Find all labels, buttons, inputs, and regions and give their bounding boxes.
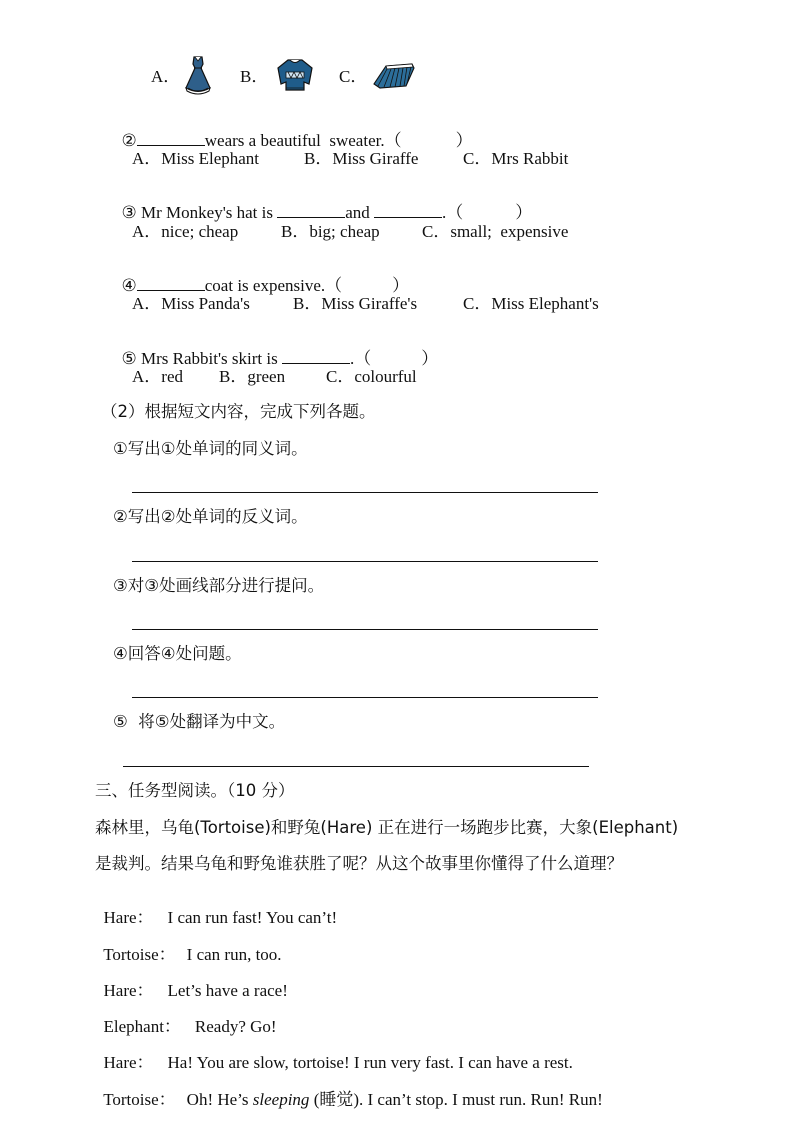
dialogue-text: Let’s have a race!	[167, 981, 288, 1000]
answer-line[interactable]	[132, 629, 598, 630]
option: A．Miss Elephant	[132, 149, 260, 168]
answer-line[interactable]	[132, 492, 598, 493]
option: C．Mrs Rabbit	[463, 149, 569, 168]
dialogue-line	[95, 929, 282, 963]
question-number: ③	[121, 203, 137, 222]
sweater-icon	[276, 58, 314, 92]
section3-intro: 森林里，乌龟(Tortoise)和野兔(Hare) 正在进行一场跑步比赛，大象(Elephant)	[95, 818, 679, 837]
answer-blank[interactable]	[137, 131, 205, 146]
part2-heading: （2）根据短文内容，完成下列各题。	[101, 402, 376, 421]
part2-item-4: ④回答④处问题。	[113, 644, 242, 663]
option-b-letter: B．	[240, 67, 269, 86]
part2-item-2: ②写出②处单词的反义词。	[113, 507, 308, 526]
dialogue-line	[95, 965, 288, 999]
option: A．nice; cheap	[132, 222, 239, 241]
dialogue-text: Oh! He’s	[186, 1090, 253, 1109]
section3-heading: 三、任务型阅读。（10 分）	[95, 781, 295, 800]
section3-intro: 是裁判。结果乌龟和野兔谁获胜了呢？从这个故事里你懂得了什么道理？	[95, 854, 623, 873]
dialogue-line	[95, 892, 337, 926]
answer-line[interactable]	[132, 561, 598, 562]
part2-item-5: ⑤ 将⑤处翻译为中文。	[113, 712, 286, 731]
answer-blank[interactable]	[137, 276, 205, 291]
option: C．small; expensive	[422, 222, 569, 241]
question-5	[113, 332, 438, 367]
question-text: and	[345, 203, 375, 222]
question-number: ②	[121, 131, 137, 150]
option: C．colourful	[326, 367, 417, 386]
dress-icon	[183, 55, 213, 95]
option: A．red	[132, 367, 183, 386]
question-text: wears a beautiful sweater.（	[204, 131, 402, 150]
dialogue-line	[95, 1074, 603, 1108]
close-paren: ）	[515, 203, 533, 222]
close-paren: ）	[392, 276, 410, 295]
answer-blank[interactable]	[277, 203, 345, 218]
question-text: .（	[442, 203, 464, 222]
speaker: Hare：	[103, 1053, 154, 1072]
skirt-icon	[372, 62, 416, 90]
part2-item-3: ③对③处画线部分进行提问。	[113, 576, 325, 595]
question-2	[113, 114, 473, 149]
answer-line[interactable]	[132, 697, 598, 698]
dialogue-text: I can run, too.	[186, 945, 282, 964]
question-number: ④	[121, 276, 137, 295]
dialogue-line	[95, 1001, 277, 1035]
question-number: ⑤	[121, 349, 137, 368]
answer-line[interactable]	[123, 766, 589, 767]
option: B．Miss Giraffe's	[293, 294, 418, 313]
speaker: Hare：	[103, 908, 154, 927]
dialogue-text: Ready? Go!	[194, 1017, 277, 1036]
option: B．big; cheap	[281, 222, 380, 241]
speaker: Tortoise：	[103, 945, 176, 964]
option: B．Miss Giraffe	[304, 149, 419, 168]
option-c-letter: C．	[339, 67, 368, 86]
speaker: Tortoise：	[103, 1090, 176, 1109]
speaker: Hare：	[103, 981, 154, 1000]
option-a-letter: A．	[151, 67, 181, 86]
part2-item-1: ①写出①处单词的同义词。	[113, 439, 308, 458]
dialogue-text: Ha! You are slow, tortoise! I run very fast. I can have a rest.	[167, 1053, 573, 1072]
question-text: .（	[349, 349, 372, 368]
answer-blank[interactable]	[282, 349, 350, 364]
close-paren: ）	[455, 131, 473, 150]
dialogue-text: (睡觉). I can’t stop. I must run. Run! Run!	[309, 1090, 603, 1109]
question-text: Mr Monkey's hat is	[136, 203, 278, 222]
option: A．Miss Panda's	[132, 294, 250, 313]
dialogue-text: I can run fast! You can’t!	[167, 908, 338, 927]
italic-word: sleeping	[252, 1090, 310, 1109]
answer-blank[interactable]	[374, 203, 442, 218]
option: C．Miss Elephant's	[463, 294, 599, 313]
question-text: coat is expensive.（	[204, 276, 343, 295]
close-paren: ）	[421, 349, 439, 368]
question-3	[113, 186, 532, 221]
option: B．green	[219, 367, 286, 386]
dialogue-line	[95, 1037, 573, 1071]
speaker: Elephant：	[103, 1017, 181, 1036]
question-4	[113, 259, 409, 294]
question-text: Mrs Rabbit's skirt is	[136, 349, 282, 368]
